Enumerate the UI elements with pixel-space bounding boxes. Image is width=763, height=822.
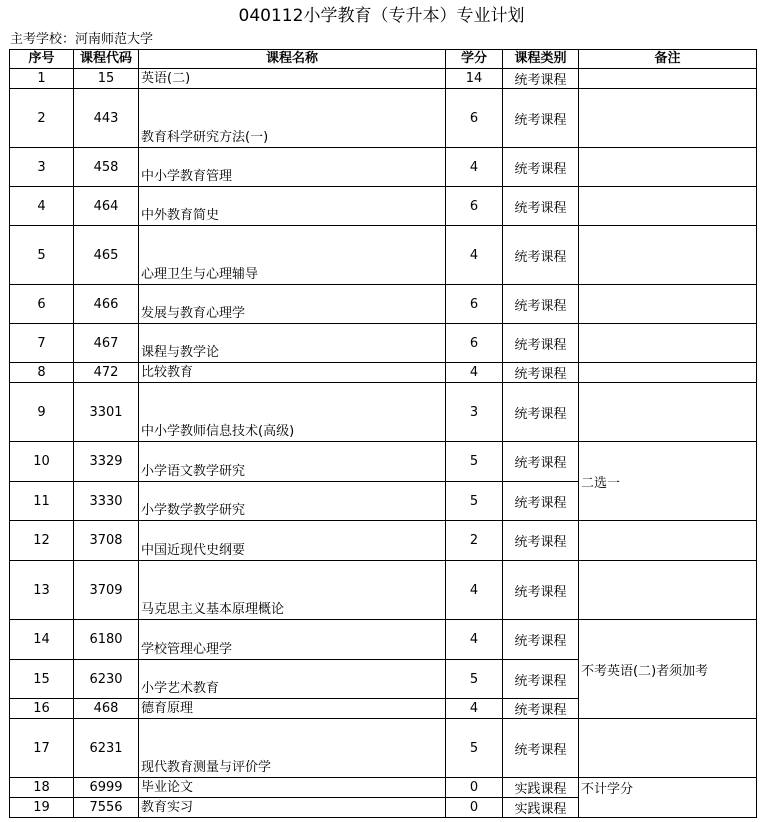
row-name: 心理卫生与心理辅导 [139, 226, 446, 285]
row-no: 9 [10, 383, 74, 442]
header-note: 备注 [579, 50, 757, 69]
row-type: 统考课程 [503, 383, 579, 442]
row-no: 14 [10, 620, 74, 660]
table-row [10, 561, 757, 620]
note-no-credit: 不计学分 [579, 778, 757, 818]
row-note [579, 285, 757, 324]
row-no: 18 [10, 778, 74, 798]
row-no: 8 [10, 363, 74, 383]
row-name: 中外教育简史 [139, 187, 446, 226]
row-name: 教育实习 [139, 798, 446, 818]
row-type: 统考课程 [503, 285, 579, 324]
row-code: 6180 [74, 620, 139, 660]
row-name: 马克思主义基本原理概论 [139, 561, 446, 620]
row-credit: 5 [446, 719, 503, 778]
row-code: 15 [74, 69, 139, 89]
row-name: 课程与教学论 [139, 324, 446, 363]
row-type: 统考课程 [503, 561, 579, 620]
table-row [10, 226, 757, 285]
table-row [10, 324, 757, 363]
row-code: 3301 [74, 383, 139, 442]
row-type: 实践课程 [503, 798, 579, 818]
row-no: 11 [10, 482, 74, 521]
row-name: 德育原理 [139, 699, 446, 719]
row-credit: 0 [446, 778, 503, 798]
row-credit: 4 [446, 620, 503, 660]
row-type: 统考课程 [503, 660, 579, 699]
row-name: 小学语文教学研究 [139, 442, 446, 482]
table-row [10, 620, 757, 660]
row-no: 16 [10, 699, 74, 719]
row-note [579, 521, 757, 561]
row-credit: 4 [446, 363, 503, 383]
row-code: 3329 [74, 442, 139, 482]
row-code: 6230 [74, 660, 139, 699]
table-row [10, 521, 757, 561]
row-name: 中国近现代史纲要 [139, 521, 446, 561]
row-type: 统考课程 [503, 363, 579, 383]
note-non-english: 不考英语(二)者须加考 [579, 620, 757, 719]
table-row [10, 778, 757, 798]
row-credit: 2 [446, 521, 503, 561]
row-no: 15 [10, 660, 74, 699]
row-credit: 6 [446, 285, 503, 324]
row-type: 统考课程 [503, 187, 579, 226]
row-credit: 5 [446, 442, 503, 482]
row-type: 统考课程 [503, 699, 579, 719]
row-note [579, 148, 757, 187]
row-credit: 5 [446, 482, 503, 521]
row-name: 教育科学研究方法(一) [139, 89, 446, 148]
row-credit: 3 [446, 383, 503, 442]
row-note [579, 89, 757, 148]
row-credit: 0 [446, 798, 503, 818]
row-no: 2 [10, 89, 74, 148]
row-type: 实践课程 [503, 778, 579, 798]
row-type: 统考课程 [503, 89, 579, 148]
exam-school: 主考学校：河南师范大学 [10, 32, 154, 47]
row-credit: 4 [446, 148, 503, 187]
row-no: 17 [10, 719, 74, 778]
row-credit: 4 [446, 561, 503, 620]
row-credit: 14 [446, 69, 503, 89]
table-row [10, 187, 757, 226]
row-type: 统考课程 [503, 324, 579, 363]
page-title: 040112小学教育（专升本）专业计划 [238, 6, 525, 26]
table-row [10, 148, 757, 187]
row-type: 统考课程 [503, 69, 579, 89]
row-name: 中小学教育管理 [139, 148, 446, 187]
row-code: 465 [74, 226, 139, 285]
table-row [10, 719, 757, 778]
row-no: 10 [10, 442, 74, 482]
row-credit: 6 [446, 89, 503, 148]
row-note [579, 226, 757, 285]
row-code: 466 [74, 285, 139, 324]
row-no: 7 [10, 324, 74, 363]
row-name: 发展与教育心理学 [139, 285, 446, 324]
row-note [579, 561, 757, 620]
table-row [10, 89, 757, 148]
row-code: 3330 [74, 482, 139, 521]
row-code: 3708 [74, 521, 139, 561]
row-type: 统考课程 [503, 719, 579, 778]
row-code: 468 [74, 699, 139, 719]
row-no: 6 [10, 285, 74, 324]
row-note [579, 363, 757, 383]
header-code: 课程代码 [74, 50, 139, 69]
row-credit: 5 [446, 660, 503, 699]
row-type: 统考课程 [503, 620, 579, 660]
row-credit: 6 [446, 324, 503, 363]
row-no: 5 [10, 226, 74, 285]
row-code: 7556 [74, 798, 139, 818]
header-no: 序号 [10, 50, 74, 69]
table-header-row [10, 50, 757, 69]
table-row [10, 285, 757, 324]
row-no: 1 [10, 69, 74, 89]
row-name: 中小学教师信息技术(高级) [139, 383, 446, 442]
row-code: 458 [74, 148, 139, 187]
row-no: 12 [10, 521, 74, 561]
row-no: 4 [10, 187, 74, 226]
row-name: 毕业论文 [139, 778, 446, 798]
row-no: 19 [10, 798, 74, 818]
row-no: 13 [10, 561, 74, 620]
row-type: 统考课程 [503, 521, 579, 561]
table-row [10, 363, 757, 383]
row-note [579, 187, 757, 226]
row-code: 472 [74, 363, 139, 383]
row-code: 6231 [74, 719, 139, 778]
row-name: 小学艺术教育 [139, 660, 446, 699]
table-row [10, 69, 757, 89]
row-type: 统考课程 [503, 148, 579, 187]
row-note [579, 69, 757, 89]
row-no: 3 [10, 148, 74, 187]
row-type: 统考课程 [503, 226, 579, 285]
row-name: 比较教育 [139, 363, 446, 383]
row-code: 443 [74, 89, 139, 148]
table-row [10, 383, 757, 442]
row-code: 3709 [74, 561, 139, 620]
row-name: 现代教育测量与评价学 [139, 719, 446, 778]
row-code: 464 [74, 187, 139, 226]
header-credit: 学分 [446, 50, 503, 69]
row-note [579, 324, 757, 363]
row-type: 统考课程 [503, 482, 579, 521]
course-plan-table [9, 49, 757, 818]
row-code: 6999 [74, 778, 139, 798]
table-row [10, 442, 757, 482]
row-name: 英语(二) [139, 69, 446, 89]
row-name: 学校管理心理学 [139, 620, 446, 660]
row-type: 统考课程 [503, 442, 579, 482]
row-credit: 4 [446, 226, 503, 285]
row-credit: 4 [446, 699, 503, 719]
row-code: 467 [74, 324, 139, 363]
header-name: 课程名称 [139, 50, 446, 69]
row-note [579, 719, 757, 778]
header-type: 课程类别 [503, 50, 579, 69]
row-credit: 6 [446, 187, 503, 226]
note-choose-one: 二选一 [579, 442, 757, 521]
row-note [579, 383, 757, 442]
row-name: 小学数学教学研究 [139, 482, 446, 521]
